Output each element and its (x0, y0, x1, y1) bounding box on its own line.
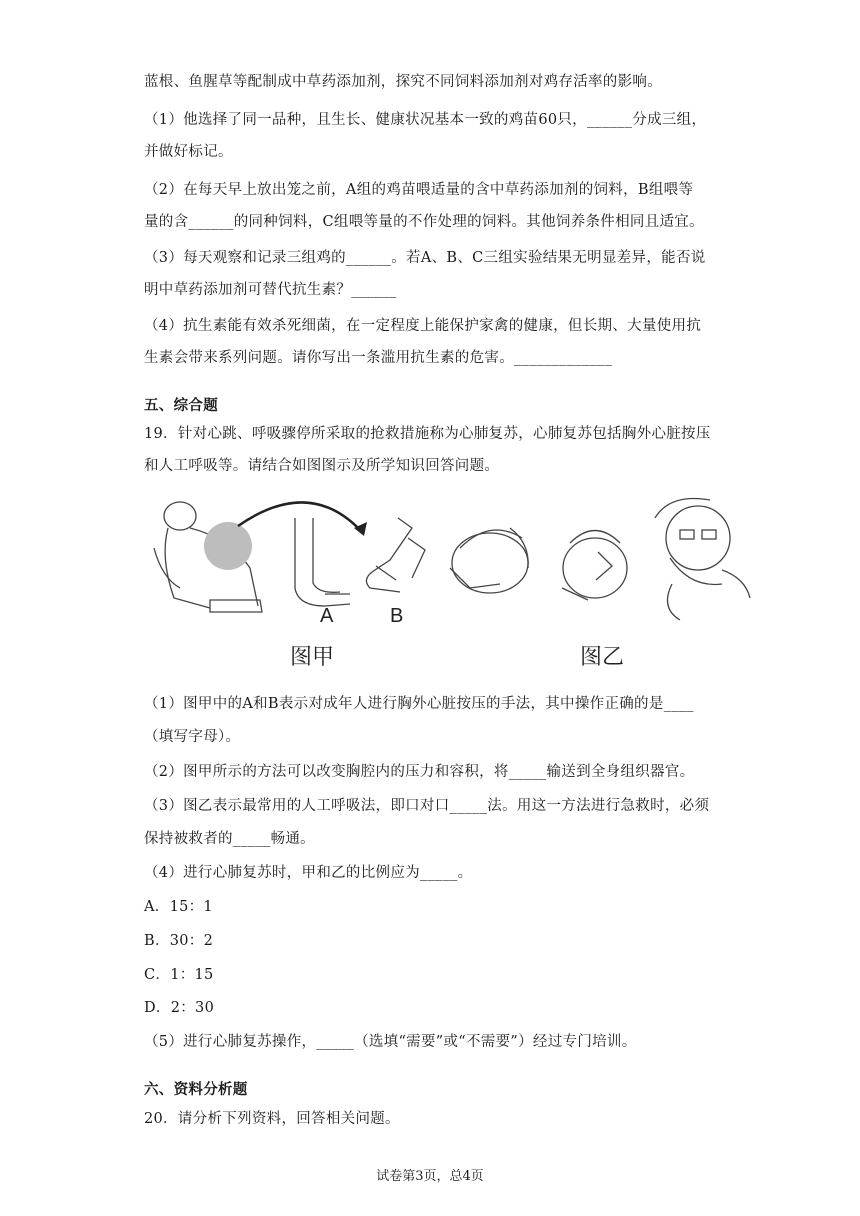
text-line-3: （2）在每天早上放出笼之前，A组的鸡苗喂适量的含中草药添加剂的饲料，B组喂等 (144, 182, 694, 198)
text-line-2: 并做好标记。 (144, 144, 233, 160)
option-a: A．15：1 (144, 899, 213, 915)
text-line-5: （3）每天观察和记录三组鸡的______。若A、B、C三组实验结果无明显差异，能否说 (144, 250, 706, 266)
section-heading-5: 五、综合题 (144, 398, 218, 414)
caption-yi: 图乙 (580, 645, 625, 670)
question-20: 20．请分析下列资料，回答相关问题。 (144, 1111, 400, 1127)
label-a: A (320, 605, 334, 627)
caption-jia: 图甲 (290, 645, 335, 670)
text-line-8: 生素会带来系列问题。请你写出一条滥用抗生素的危害。_____________ (144, 350, 613, 366)
hands-a-illustration (295, 518, 350, 606)
q19-sub3-line-1: （3）图乙表示最常用的人工呼吸法，即口对口_____法。用这一方法进行急救时，必须 (144, 798, 710, 814)
cpr-figure (150, 488, 760, 678)
q19-sub1-line-1: （1）图甲中的A和B表示对成年人进行胸外心脏按压的手法，其中操作正确的是____ (144, 696, 694, 712)
label-b: B (390, 605, 404, 627)
question-19-line-1: 19．针对心跳、呼吸骤停所采取的抢救措施称为心肺复苏，心肺复苏包括胸外心脏按压 (144, 426, 711, 442)
page-footer: 试卷第3页，总4页 (376, 1169, 484, 1184)
q19-sub2: （2）图甲所示的方法可以改变胸腔内的压力和容积，将_____输送到全身组织器官。 (144, 764, 695, 780)
option-c: C．1：15 (144, 967, 214, 983)
q19-sub5: （5）进行心肺复苏操作，_____（选填“需要”或“不需要”）经过专门培训。 (144, 1034, 637, 1050)
q19-sub3-line-2: 保持被救者的_____畅通。 (144, 831, 315, 847)
hands-b-illustration (366, 518, 425, 592)
mouth-to-mouth-illustration (562, 531, 627, 601)
text-line-6: 明中草药添加剂可替代抗生素？______ (144, 282, 397, 298)
text-line-7: （4）抗生素能有效杀死细菌，在一定程度上能保护家禽的健康，但长期、大量使用抗 (144, 318, 702, 334)
q19-sub1-line-2: （填写字母）。 (144, 729, 241, 745)
head-tilt-illustration (450, 528, 528, 593)
option-d: D．2：30 (144, 1000, 215, 1016)
text-line-4: 量的含______的同种饲料，C组喂等量的不作处理的饲料。其他饲养条件相同且适宜。 (144, 214, 704, 230)
q19-sub4: （4）进行心肺复苏时，甲和乙的比例应为_____。 (144, 865, 473, 881)
option-b: B．30：2 (144, 933, 214, 949)
question-19-line-2: 和人工呼吸等。请结合如图图示及所学知识回答问题。 (144, 458, 500, 474)
compression-point (204, 522, 252, 570)
section-heading-6: 六、资料分析题 (144, 1082, 248, 1098)
rescuer-illustration (655, 498, 750, 620)
arrow-icon (238, 502, 362, 532)
text-line-0: 蓝根、鱼腥草等配制成中草药添加剂，探究不同饲料添加剂对鸡存活率的影响。 (144, 74, 662, 90)
text-line-1: （1）他选择了同一品种，且生长、健康状况基本一致的鸡苗60只，______分成三组， (144, 112, 707, 128)
